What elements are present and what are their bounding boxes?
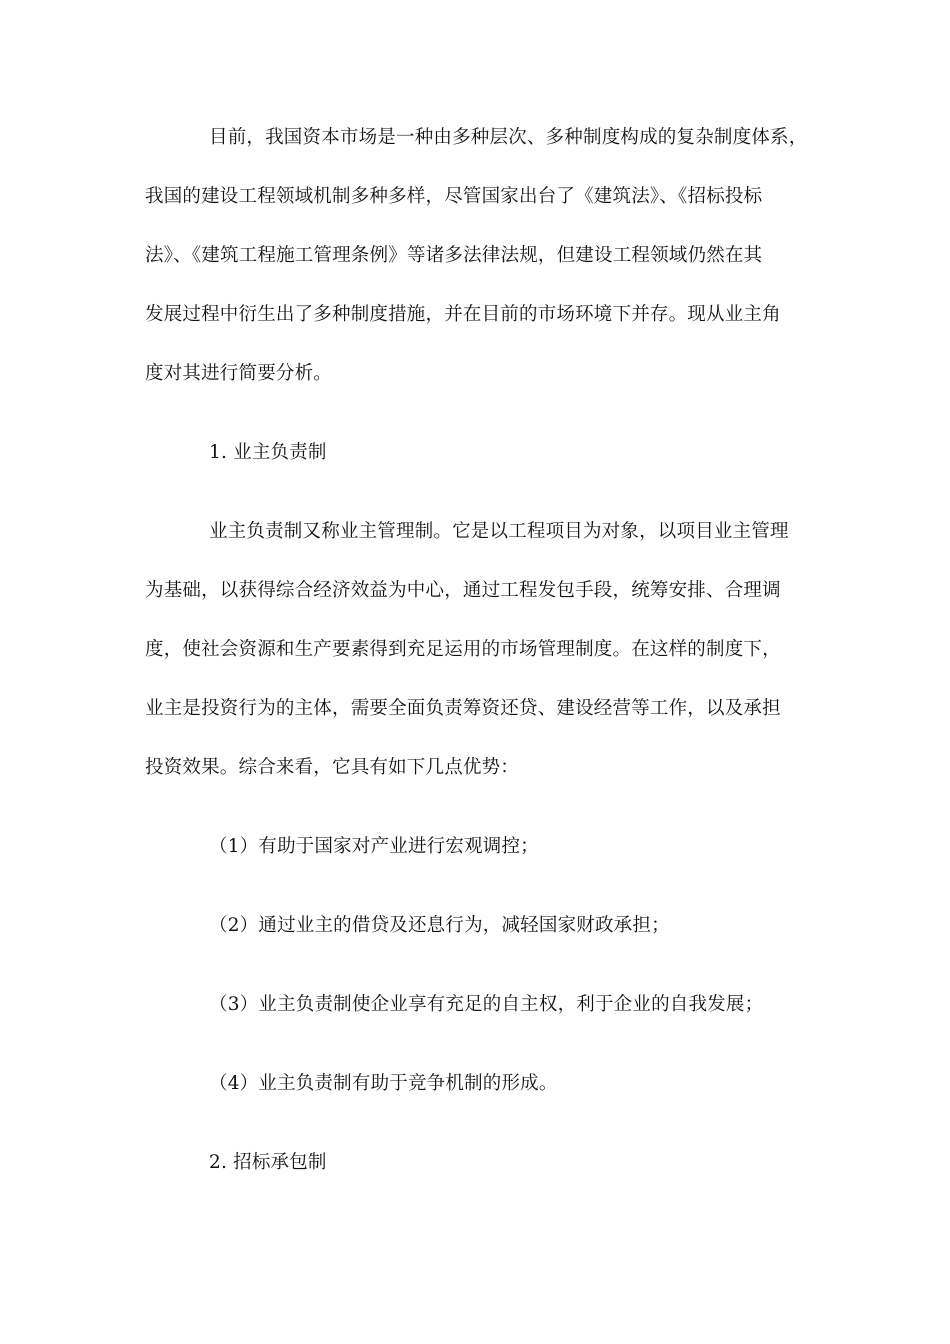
paragraph-2-line-4: 业主是投资行为的主体，需要全面负责筹资还贷、建设经营等工作，以及承担: [145, 698, 781, 719]
paragraph-1-line-2: 我国的建设工程领域机制多种多样，尽管国家出台了《建筑法》、《招标投标: [145, 186, 763, 207]
section-heading-1: 1. 业主负责制: [209, 442, 327, 463]
paragraph-2-line-2: 为基础，以获得综合经济效益为中心，通过工程发包手段，统筹安排、合理调: [145, 580, 781, 601]
paragraph-2-line-3: 度，使社会资源和生产要素得到充足运用的市场管理制度。在这样的制度下，: [145, 639, 781, 660]
list-item: （2）通过业主的借贷及还息行为，减轻国家财政承担；: [209, 915, 670, 936]
paragraph-2-line-5: 投资效果。综合来看，它具有如下几点优势：: [145, 757, 520, 778]
paragraph-1-line-3: 法》、《建筑工程施工管理条例》等诸多法律法规，但建设工程领域仍然在其: [145, 245, 763, 266]
list-item: （3）业主负责制使企业享有充足的自主权，利于企业的自我发展；: [209, 994, 764, 1015]
paragraph-1-line-4: 发展过程中衍生出了多种制度措施，并在目前的市场环境下并存。现从业主角: [145, 304, 781, 325]
paragraph-1-line-5: 度对其进行简要分析。: [145, 363, 333, 384]
list-item: （1）有助于国家对产业进行宏观调控；: [209, 836, 539, 857]
list-item: （4）业主负责制有助于竞争机制的形成。: [209, 1073, 558, 1094]
section-heading-2: 2. 招标承包制: [209, 1152, 327, 1173]
paragraph-2-line-1: 业主负责制又称业主管理制。它是以工程项目为对象，以项目业主管理: [209, 521, 789, 542]
paragraph-1-line-1: 目前，我国资本市场是一种由多种层次、多种制度构成的复杂制度体系，: [209, 127, 808, 148]
